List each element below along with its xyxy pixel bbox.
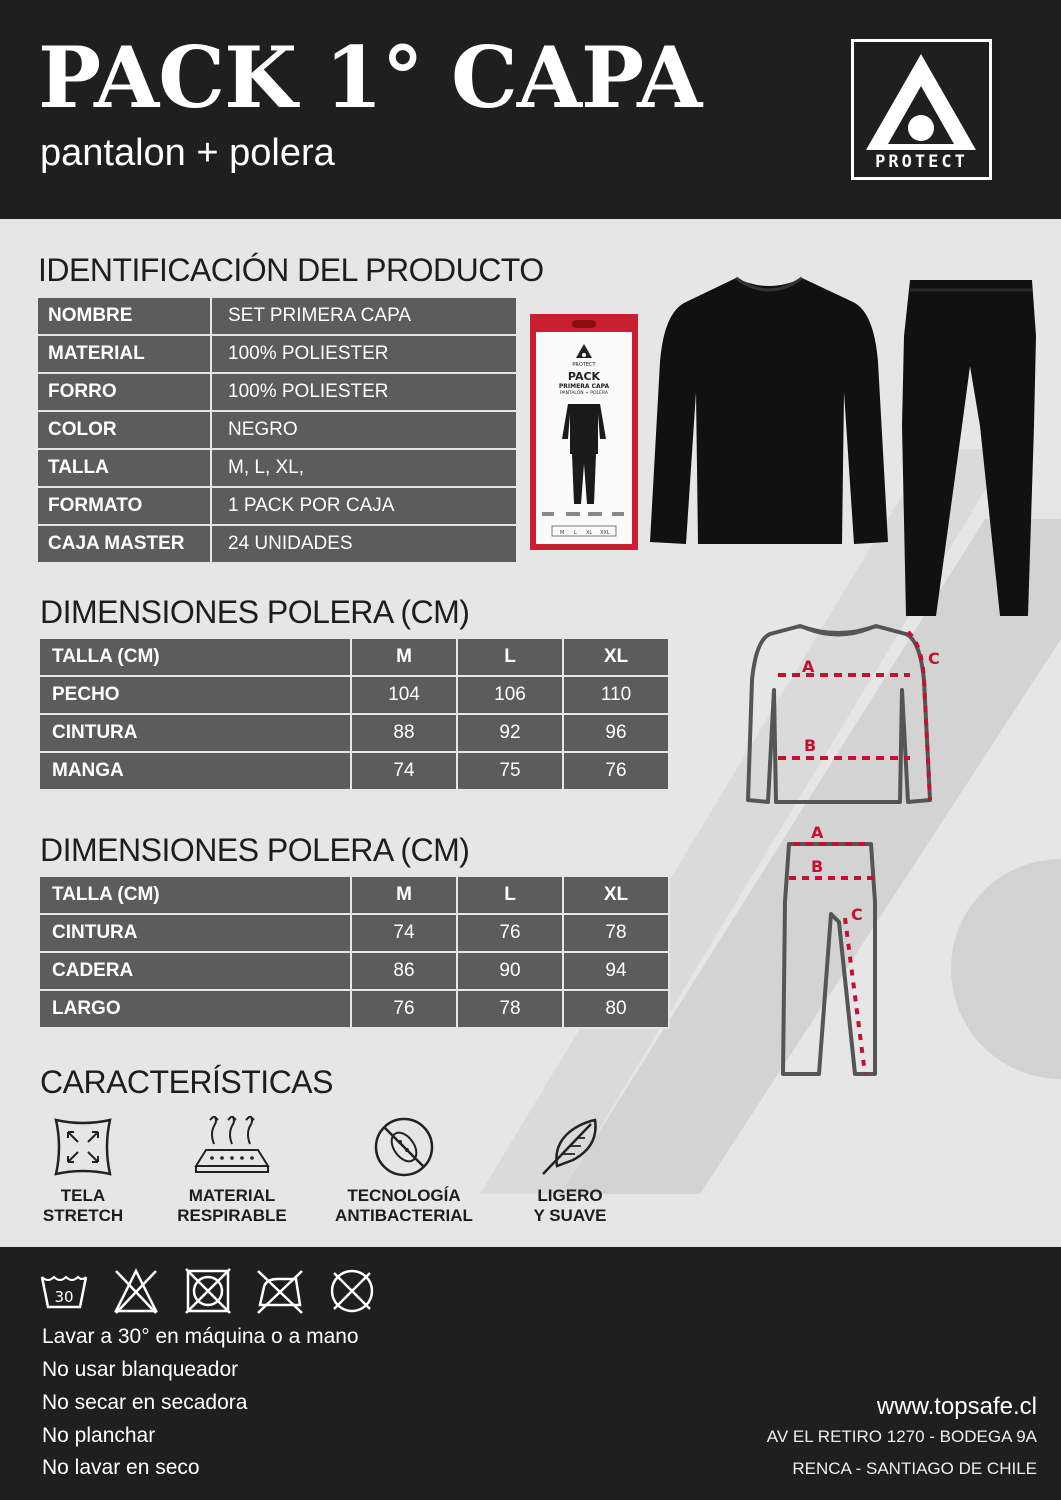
page-title: PACK 1° CAPA xyxy=(38,28,702,127)
wash-temp: 30 xyxy=(54,1288,74,1306)
svg-text:PROTECT: PROTECT xyxy=(572,362,596,368)
svg-text:PANTALÓN + POLERA: PANTALÓN + POLERA xyxy=(560,391,608,396)
feature-antibacterial-line1: TECNOLOGÍA xyxy=(347,1186,461,1205)
spec-label: CAJA MASTER xyxy=(37,525,211,563)
column-header: XL xyxy=(563,638,669,676)
pants-label-b: B xyxy=(811,857,824,876)
table-cell: 96 xyxy=(563,714,669,752)
features-title: CARACTERÍSTICAS xyxy=(40,1064,333,1100)
feature-light-line2: Y SUAVE xyxy=(533,1206,607,1225)
table-cell: 76 xyxy=(351,990,457,1028)
no-tumble-dry-icon xyxy=(186,1269,230,1313)
shirt-label-b: B xyxy=(804,736,817,755)
care-icons xyxy=(40,1267,380,1317)
feature-breathable xyxy=(170,1116,294,1226)
pants-label-c: C xyxy=(851,905,863,924)
table-row xyxy=(39,714,669,752)
identification-table xyxy=(36,296,518,564)
column-header: TALLA (CM) xyxy=(39,876,351,914)
table-row xyxy=(39,676,669,714)
feature-light xyxy=(518,1116,622,1226)
antibacterial-icon xyxy=(373,1116,435,1178)
feature-antibacterial xyxy=(328,1116,480,1226)
table-header-row xyxy=(39,638,669,676)
table-cell: 92 xyxy=(457,714,563,752)
wash-30-icon xyxy=(42,1277,86,1307)
table-cell: 78 xyxy=(457,990,563,1028)
care-line-5: No lavar en seco xyxy=(42,1456,200,1479)
address-line-2: RENCA - SANTIAGO DE CHILE xyxy=(792,1459,1037,1478)
table-header-row xyxy=(39,876,669,914)
care-line-2: No usar blanqueador xyxy=(42,1358,239,1381)
website-link[interactable]: www.topsafe.cl xyxy=(876,1393,1037,1420)
feature-breathable-line2: RESPIRABLE xyxy=(177,1206,287,1225)
svg-text:PACK: PACK xyxy=(567,370,601,383)
identification-title: IDENTIFICACIÓN DEL PRODUCTO xyxy=(38,252,544,288)
pants-dimensions-title: DIMENSIONES POLERA (CM) xyxy=(40,832,470,868)
spec-value: 24 UNIDADES xyxy=(211,525,517,563)
column-header: M xyxy=(351,876,457,914)
spec-value: 100% POLIESTER xyxy=(211,335,517,373)
footer-bar xyxy=(0,1247,1061,1500)
row-label: LARGO xyxy=(39,990,351,1028)
brand-logo xyxy=(851,39,992,180)
table-row xyxy=(39,914,669,952)
product-box-image xyxy=(530,314,638,550)
spec-value: SET PRIMERA CAPA xyxy=(211,297,517,335)
header-bar xyxy=(0,0,1061,219)
table-row xyxy=(37,373,517,411)
table-cell: 76 xyxy=(457,914,563,952)
page-subtitle: pantalon + polera xyxy=(40,132,335,174)
spec-label: MATERIAL xyxy=(37,335,211,373)
svg-text:XL: XL xyxy=(586,530,593,536)
column-header: M xyxy=(351,638,457,676)
svg-text:M: M xyxy=(560,530,565,536)
table-row xyxy=(37,449,517,487)
column-header: L xyxy=(457,876,563,914)
table-row xyxy=(37,487,517,525)
stretch-icon xyxy=(52,1116,114,1178)
table-row xyxy=(37,297,517,335)
spec-label: TALLA xyxy=(37,449,211,487)
feature-breathable-line1: MATERIAL xyxy=(188,1186,276,1205)
table-cell: 75 xyxy=(457,752,563,790)
no-bleach-icon xyxy=(116,1271,156,1313)
spec-label: COLOR xyxy=(37,411,211,449)
table-cell: 88 xyxy=(351,714,457,752)
shirt-label-c: C xyxy=(928,649,940,668)
shirt-label-a: A xyxy=(802,657,815,676)
svg-text:L: L xyxy=(574,530,577,536)
table-cell: 90 xyxy=(457,952,563,990)
column-header: XL xyxy=(563,876,669,914)
spec-value: 100% POLIESTER xyxy=(211,373,517,411)
table-cell: 76 xyxy=(563,752,669,790)
row-label: CINTURA xyxy=(39,914,351,952)
black-shirt-image xyxy=(648,272,890,554)
pants-label-a: A xyxy=(811,823,824,842)
pants-measurement-diagram xyxy=(775,822,895,1082)
svg-text:PRIMERA CAPA: PRIMERA CAPA xyxy=(558,383,610,390)
table-cell: 106 xyxy=(457,676,563,714)
row-label: PECHO xyxy=(39,676,351,714)
table-row xyxy=(39,752,669,790)
table-row xyxy=(37,335,517,373)
pants-dimensions-table xyxy=(38,875,670,1029)
care-line-1: Lavar a 30° en máquina o a mano xyxy=(42,1325,359,1348)
table-row xyxy=(39,990,669,1028)
feature-light-line1: LIGERO xyxy=(537,1186,603,1205)
shirt-measurement-diagram xyxy=(740,620,950,810)
spec-label: FORRO xyxy=(37,373,211,411)
table-cell: 78 xyxy=(563,914,669,952)
table-row xyxy=(37,411,517,449)
svg-text:XXL: XXL xyxy=(600,530,610,536)
care-line-3: No secar en secadora xyxy=(42,1391,248,1414)
table-row xyxy=(39,952,669,990)
table-cell: 104 xyxy=(351,676,457,714)
no-iron-icon xyxy=(258,1271,302,1313)
shirt-dimensions-table xyxy=(38,637,670,791)
table-row xyxy=(37,525,517,563)
breathable-icon xyxy=(192,1116,272,1178)
column-header: L xyxy=(457,638,563,676)
feather-icon xyxy=(539,1116,601,1178)
feature-stretch xyxy=(28,1116,138,1226)
spec-value: NEGRO xyxy=(211,411,517,449)
table-cell: 80 xyxy=(563,990,669,1028)
feature-stretch-line1: TELA xyxy=(60,1186,106,1205)
logo-text: PROTECT xyxy=(875,152,968,172)
spec-value: 1 PACK POR CAJA xyxy=(211,487,517,525)
feature-stretch-line2: STRETCH xyxy=(42,1206,124,1225)
spec-value: M, L, XL, xyxy=(211,449,517,487)
black-pants-image xyxy=(900,276,1040,618)
feature-antibacterial-line2: ANTIBACTERIAL xyxy=(335,1206,473,1225)
table-cell: 74 xyxy=(351,752,457,790)
shirt-dimensions-title: DIMENSIONES POLERA (CM) xyxy=(40,594,470,630)
row-label: MANGA xyxy=(39,752,351,790)
spec-label: NOMBRE xyxy=(37,297,211,335)
column-header: TALLA (CM) xyxy=(39,638,351,676)
row-label: CADERA xyxy=(39,952,351,990)
address-line-1: AV EL RETIRO 1270 - BODEGA 9A xyxy=(766,1427,1037,1446)
no-dry-clean-icon xyxy=(332,1271,372,1311)
spec-label: FORMATO xyxy=(37,487,211,525)
table-cell: 74 xyxy=(351,914,457,952)
row-label: CINTURA xyxy=(39,714,351,752)
table-cell: 86 xyxy=(351,952,457,990)
care-line-4: No planchar xyxy=(42,1424,156,1447)
table-cell: 94 xyxy=(563,952,669,990)
table-cell: 110 xyxy=(563,676,669,714)
